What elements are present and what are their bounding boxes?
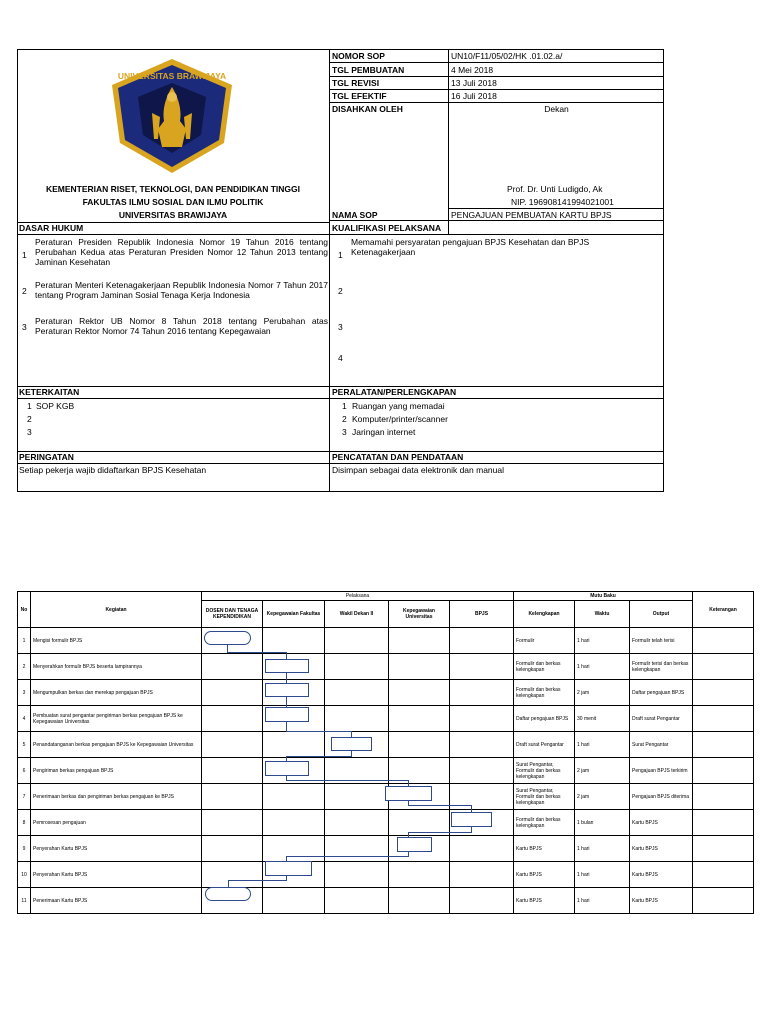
row-kegiatan: Penerimaan Kartu BPJS	[31, 888, 202, 914]
row-kelengkapan: Formulir dan berkas kelengkapan	[514, 810, 575, 836]
lane-kepegawaian-fakultas	[263, 628, 325, 654]
row-no: 11	[18, 888, 31, 914]
row-output: Formulir terisi dan berkas kelengkapan	[630, 654, 693, 680]
lane-kepegawaian-universitas	[389, 862, 450, 888]
row-kegiatan: Pengiriman berkas pengajuan BPJS	[31, 758, 202, 784]
dasar-hukum-item-2: Peraturan Menteri Ketenagakerjaan Republik Indonesia Nomor 7 Tahun 2017 tentang Program Jaminan Sosial Tenaga Kerja Indonesia	[35, 280, 328, 300]
lane-kepegawaian-fakultas	[263, 888, 325, 914]
row-output: Kartu BPJS	[630, 836, 693, 862]
row-keterangan	[693, 732, 754, 758]
flow-body	[18, 628, 754, 914]
row-keterangan	[693, 836, 754, 862]
svg-text:UNIVERSITAS BRAWIJAYA: UNIVERSITAS BRAWIJAYA	[117, 71, 227, 81]
lane-wakil-dekan	[325, 810, 389, 836]
flow-shape-step4	[265, 707, 309, 722]
row-no: 7	[18, 784, 31, 810]
table-row	[18, 862, 754, 888]
table-row	[18, 810, 754, 836]
table-row	[18, 888, 754, 914]
row-kegiatan: Menyerahkan formulir BPJS beserta lampirannya	[31, 654, 202, 680]
lane-dosen	[202, 706, 263, 732]
lane-kepegawaian-universitas	[389, 706, 450, 732]
row-waktu: 2 jam	[575, 680, 630, 706]
row-output: Pengajuan BPJS diterima	[630, 784, 693, 810]
keterkaitan-header: KETERKAITAN	[19, 387, 80, 397]
flow-shape-step9	[397, 837, 432, 852]
flow-header-keterangan: Keterangan	[693, 592, 754, 628]
lane-wakil-dekan	[325, 784, 389, 810]
kualifikasi-no-2: 2	[338, 286, 343, 296]
lane-dosen	[202, 732, 263, 758]
row-waktu: 1 hari	[575, 628, 630, 654]
flow-shape-end	[205, 887, 251, 901]
row-kelengkapan: Draft surat Pengantar	[514, 732, 575, 758]
lane-dosen	[202, 836, 263, 862]
row-kelengkapan: Daftar pengajuan BPJS	[514, 706, 575, 732]
lane-wakil-dekan	[325, 628, 389, 654]
value-disahkan-nip: NIP. 196908141994021001	[511, 197, 614, 207]
lane-wakil-dekan	[325, 706, 389, 732]
keterkaitan-no-2: 2	[27, 414, 32, 424]
dasar-hukum-item-3: Peraturan Rektor UB Nomor 8 Tahun 2018 tentang Perubahan atas Peraturan Rektor Nomor 74 Tahun 2016 tentang Kepegawaian	[35, 316, 328, 336]
peringatan-header: PERINGATAN	[19, 452, 74, 462]
flow-header-pelaksana: Pelaksana	[202, 592, 514, 601]
row-output: Surat Pengantar	[630, 732, 693, 758]
row-kegiatan: Mengumpulkan berkas dan merekap pengajuan BPJS	[31, 680, 202, 706]
lane-bpjs	[450, 758, 514, 784]
peralatan-no-2: 2	[342, 414, 347, 424]
dasar-hukum-no-2: 2	[22, 286, 27, 296]
row-kegiatan: Pemrosesan pengajuan	[31, 810, 202, 836]
actor-dosen: DOSEN DAN TENAGA KEPENDIDIKAN	[202, 601, 263, 628]
lane-wakil-dekan	[325, 862, 389, 888]
row-output: Kartu BPJS	[630, 862, 693, 888]
label-disahkan-oleh: DISAHKAN OLEH	[332, 104, 403, 114]
mutu-waktu: Waktu	[575, 601, 630, 628]
row-keterangan	[693, 758, 754, 784]
row-output: Draft surat Pengantar	[630, 706, 693, 732]
dasar-hukum-item-1: Peraturan Presiden Republik Indonesia Nomor 19 Tahun 2016 tentang Perubahan Kedua atas Peraturan Presiden Nomor 12 Tahun 2013 tentang Jaminan Kesehatan	[35, 237, 328, 267]
row-kelengkapan: Kartu BPJS	[514, 888, 575, 914]
flow-shape-start	[204, 631, 251, 645]
flow-shape-step6	[265, 761, 309, 776]
table-row	[18, 680, 754, 706]
row-kelengkapan: Surat Pengantar, Formulir dan berkas kelengkapan	[514, 784, 575, 810]
row-no: 2	[18, 654, 31, 680]
label-nama-sop: NAMA SOP	[332, 210, 378, 220]
row-output: Daftar pengajuan BPJS	[630, 680, 693, 706]
row-keterangan	[693, 654, 754, 680]
row-kelengkapan: Surat Pengantar, Formulir dan berkas kelengkapan	[514, 758, 575, 784]
university-logo	[108, 57, 236, 175]
lane-dosen	[202, 758, 263, 784]
lane-kepegawaian-universitas	[389, 888, 450, 914]
flow-shape-step10	[265, 861, 312, 876]
flow-shape-step8	[451, 812, 492, 827]
flow-shape-step3	[265, 683, 309, 697]
lane-wakil-dekan	[325, 888, 389, 914]
peralatan-no-1: 1	[342, 401, 347, 411]
lane-bpjs	[450, 732, 514, 758]
row-output: Pengajuan BPJS terkirim	[630, 758, 693, 784]
pencatatan-text: Disimpan sebagai data elektronik dan manual	[332, 465, 504, 475]
table-row	[18, 654, 754, 680]
flow-header-mutu: Mutu Baku	[514, 592, 693, 601]
row-no: 6	[18, 758, 31, 784]
peralatan-item-3: Jaringan internet	[352, 427, 416, 437]
row-keterangan	[693, 680, 754, 706]
keterkaitan-no-3: 3	[27, 427, 32, 437]
lane-dosen	[202, 810, 263, 836]
row-keterangan	[693, 784, 754, 810]
row-keterangan	[693, 810, 754, 836]
row-keterangan	[693, 862, 754, 888]
lane-bpjs	[450, 862, 514, 888]
table-row	[18, 628, 754, 654]
lane-dosen	[202, 654, 263, 680]
lane-kepegawaian-fakultas	[263, 784, 325, 810]
value-tgl-pembuatan: 4 Mei 2018	[451, 65, 494, 75]
row-kelengkapan: Formulir dan berkas kelengkapan	[514, 654, 575, 680]
row-output: Kartu BPJS	[630, 888, 693, 914]
row-waktu: 2 jam	[575, 784, 630, 810]
institution-line2: FAKULTAS ILMU SOSIAL DAN ILMU POLITIK	[82, 197, 264, 207]
row-output: Kartu BPJS	[630, 810, 693, 836]
keterkaitan-item-1: SOP KGB	[36, 401, 75, 411]
institution-line3: UNIVERSITAS BRAWIJAYA	[118, 210, 228, 220]
kualifikasi-no-4: 4	[338, 353, 343, 363]
row-no: 10	[18, 862, 31, 888]
row-waktu: 1 hari	[575, 862, 630, 888]
row-waktu: 1 hari	[575, 888, 630, 914]
kualifikasi-no-1: 1	[338, 250, 343, 260]
row-keterangan	[693, 888, 754, 914]
lane-kepegawaian-fakultas	[263, 732, 325, 758]
row-no: 4	[18, 706, 31, 732]
institution-line1: KEMENTERIAN RISET, TEKNOLOGI, DAN PENDIDIKAN TINGGI	[45, 184, 301, 194]
table-row	[18, 836, 754, 862]
row-kelengkapan: Kartu BPJS	[514, 862, 575, 888]
table-row	[18, 732, 754, 758]
actor-bpjs: BPJS	[450, 601, 514, 628]
lane-kepegawaian-fakultas	[263, 836, 325, 862]
row-keterangan	[693, 706, 754, 732]
row-kegiatan: Penerimaan berkas dan pengiriman berkas pengajuan ke BPJS	[31, 784, 202, 810]
peralatan-no-3: 3	[342, 427, 347, 437]
dasar-hukum-no-1: 1	[22, 250, 27, 260]
lane-dosen	[202, 680, 263, 706]
row-kegiatan: Penyerahan Kartu BPJS	[31, 862, 202, 888]
lane-dosen	[202, 784, 263, 810]
lane-kepegawaian-universitas	[389, 654, 450, 680]
mutu-output: Output	[630, 601, 693, 628]
peralatan-item-2: Komputer/printer/scanner	[352, 414, 448, 424]
row-no: 1	[18, 628, 31, 654]
kualifikasi-header: KUALIFIKASI PELAKSANA	[332, 223, 442, 233]
lane-dosen	[202, 862, 263, 888]
kualifikasi-no-3: 3	[338, 322, 343, 332]
mutu-kelengkapan: Kelengkapan	[514, 601, 575, 628]
row-no: 9	[18, 836, 31, 862]
lane-bpjs	[450, 836, 514, 862]
lane-bpjs	[450, 628, 514, 654]
row-no: 5	[18, 732, 31, 758]
row-waktu: 1 hari	[575, 654, 630, 680]
row-kegiatan: Pembuatan surat pengantar pengiriman berkas pengajuan BPJS ke Kepegawaian Universitas	[31, 706, 202, 732]
dasar-hukum-header: DASAR HUKUM	[19, 223, 84, 233]
row-no: 8	[18, 810, 31, 836]
lane-bpjs	[450, 706, 514, 732]
row-waktu: 30 menit	[575, 706, 630, 732]
value-tgl-efektif: 16 Juli 2018	[451, 91, 497, 101]
row-waktu: 1 hari	[575, 732, 630, 758]
value-tgl-revisi: 13 Juli 2018	[451, 78, 497, 88]
lane-kepegawaian-fakultas	[263, 810, 325, 836]
flow-header-kegiatan: Kegiatan	[31, 592, 202, 628]
dasar-hukum-no-3: 3	[22, 322, 27, 332]
table-row	[18, 706, 754, 732]
value-disahkan-jabatan: Dekan	[544, 104, 569, 114]
flow-header-no: No	[18, 592, 31, 628]
row-kelengkapan: Kartu BPJS	[514, 836, 575, 862]
row-kegiatan: Penandatanganan berkas pengajuan BPJS ke Kepegawaian Universitas	[31, 732, 202, 758]
row-kelengkapan: Formulir	[514, 628, 575, 654]
flow-shape-step2	[265, 659, 309, 673]
row-waktu: 2 jam	[575, 758, 630, 784]
row-waktu: 1 hari	[575, 836, 630, 862]
row-kegiatan: Mengisi formulir BPJS	[31, 628, 202, 654]
lane-wakil-dekan	[325, 836, 389, 862]
value-nomor-sop: UN10/F11/05/02/HK .01.02.a/	[451, 51, 563, 61]
label-tgl-revisi: TGL REVISI	[332, 78, 380, 88]
lane-wakil-dekan	[325, 654, 389, 680]
row-keterangan	[693, 628, 754, 654]
flow-shape-step7	[385, 786, 432, 801]
actor-wakil-dekan: Wakil Dekan II	[325, 601, 389, 628]
procedure-flow-table	[17, 591, 754, 914]
value-disahkan-nama: Prof. Dr. Unti Ludigdo, Ak	[507, 184, 603, 194]
label-nomor-sop: NOMOR SOP	[332, 51, 385, 61]
row-output: Formulir telah terisi	[630, 628, 693, 654]
lane-bpjs	[450, 680, 514, 706]
lane-kepegawaian-universitas	[389, 628, 450, 654]
row-kelengkapan: Formulir dan berkas kelengkapan	[514, 680, 575, 706]
actor-kepegawaian-universitas: Kepegawaian Universitas	[389, 601, 450, 628]
label-tgl-pembuatan: TGL PEMBUATAN	[332, 65, 405, 75]
row-kegiatan: Penyerahan Kartu BPJS	[31, 836, 202, 862]
lane-bpjs	[450, 654, 514, 680]
lane-kepegawaian-universitas	[389, 680, 450, 706]
lane-kepegawaian-universitas	[389, 732, 450, 758]
row-no: 3	[18, 680, 31, 706]
peralatan-header: PERALATAN/PERLENGKAPAN	[332, 387, 457, 397]
row-waktu: 1 bulan	[575, 810, 630, 836]
lane-wakil-dekan	[325, 680, 389, 706]
pencatatan-header: PENCATATAN DAN PENDATAAN	[332, 452, 464, 462]
kualifikasi-item-1: Memamahi persyaratan pengajuan BPJS Kesehatan dan BPJS Ketenagakerjaan	[351, 237, 590, 257]
value-nama-sop: PENGAJUAN PEMBUATAN KARTU BPJS	[451, 210, 612, 220]
keterkaitan-no-1: 1	[27, 401, 32, 411]
actor-kepegawaian-fakultas: Kepegawaian Fakultas	[263, 601, 325, 628]
flow-shape-step5	[331, 737, 372, 751]
label-tgl-efektif: TGL EFEKTIF	[332, 91, 387, 101]
peringatan-text: Setiap pekerja wajib didaftarkan BPJS Kesehatan	[19, 465, 207, 475]
lane-bpjs	[450, 888, 514, 914]
peralatan-item-1: Ruangan yang memadai	[352, 401, 445, 411]
